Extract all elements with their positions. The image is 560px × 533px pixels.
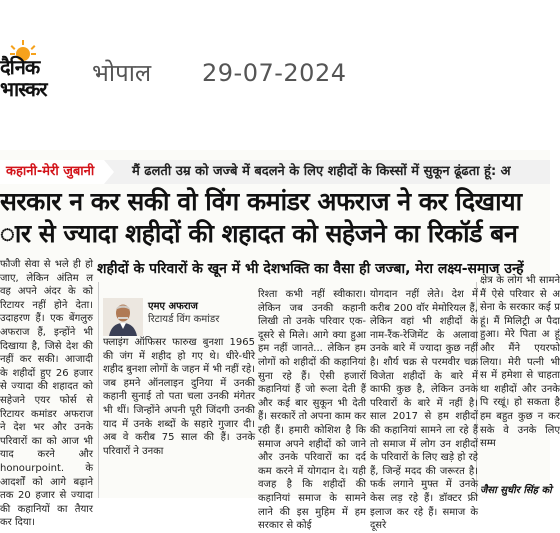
author-portrait-icon [103,298,143,336]
article-column-4 [370,288,478,532]
column-3-text: रिश्ता कभी नहीं स्वीकारा। लेकिन जब उनकी कहानी लिखी तो उनके परिवार एक-दूसरे से मिले। आगे क्या हुआ हम नहीं जानते... लेकिन हम लोगों को शहीदों की कहानियां सुना रहे हैं। ऐसी हजारों कहानियां हैं जो रूला देती हैं और कई बार सुकून भी देती हैं। सरकारें तो अपना काम कर रही हैं। हमारी कोशिश है कि समाज अपने शहीदों को जाने और उनके परिवारों का दर्द कम करने में योगदान दे। यही वजह है कि शहीदों की कहानियां समाज के सामने लाने की इस मुहिम में हम सरकार से कोई [258,289,366,532]
photo-caption: जैसा सुधीर सिंह को [480,485,552,496]
article-column-3 [258,288,366,532]
author-portrait [103,298,143,336]
column-divider [98,282,99,498]
logo-text-bhaskar: भास्कर [0,77,47,101]
series-tag: कहानी-मेरी जुबानी [0,160,104,184]
byline-name: एमए अफराज [148,301,198,312]
article-column-1 [0,258,93,529]
edition-city: भोपाल [92,59,152,87]
headline-line-2: ार से ज्यादा शहीदों की शहादत को सहेजने का रिकॉर्ड बन [0,219,518,248]
column-1-text: फौजी सेवा से भले ही हो जाए, लेकिन अंतिम ल वह अपने अंदर के को रिटायर नहीं होने देता। उदाहरण हैं। एक बेंगलुरु अफराज हैं, इन्होंने भी दिखाया है, जिसे देश की नहीं कर सकी। आजादी के शहीदों हुए 26 हजार से ज्यादा की शहादत को सहेजने एयर फोर्स से रिटायर कमांडर अफराज ने देश भर और उनके परिवारों का को आज भी याद करने और honourpoint. के आदर्शों को आगे बढ़ाने तक 20 हजार से ज्यादा की कहानियों का तैयार कर दिया। [0,259,93,529]
byline-role: रिटायर्ड विंग कमांडर [148,314,220,325]
edition-date: 29-07-2024 [202,59,347,87]
headline-line-1: सरकार न कर सकी वो विंग कमांडर अफराज ने कर दिखाया [0,187,522,216]
subheadline: शहीदों के परिवारों के खून में भी देशभक्ति का वैसा ही जज्बा, मेरा लक्ष्य-समाज उन्हें [97,261,524,277]
article-column-2 [103,336,255,498]
series-strapline: मैं ढलती उम्र को जज्बे में बदलने के लिए शहीदों के किस्सों में सुकून ढूंढता हूं: अ [132,164,511,179]
column-5-text: क्षेत्र के लोग भी सामने मैं ऐसे परिवार से अ सेना के सरकार कई प्र हूं। मैं मिलिट्री अ पैदा हुआ। मेरे पिता अ हूं और मैंने एयरफो लिया। मेरी पत्नी भी स में हमेशा से चाहता था शहीदों और उनके पि रखूं। हो सकता है हम बहुत कुछ न कर सके वे उनके लिए सम्म [480,275,560,450]
column-4-text: योगदान नहीं लेते। देश में करीब 200 वॉर मेमोरियल हैं, लेकिन वहां भी शहीदों के नाम-रैंक-रेजिमेंट के अलावा उनके बारे में ज्यादा कुछ नहीं है। शौर्य चक्र से परमवीर चक्र विजेता शहीदों के बारे में काफी कुछ है, लेकिन उनके परिवारों के बारे में नहीं है। साल 2017 से हम शहीदों की कहानियां सामने ला रहे हैं तो समाज में लोग उन शहीदों के परिवारों के लिए खड़े हो रहे हैं, जिन्हें मदद की जरूरत है। फर्क लगाने मुफ्त में उनके केस लड़ रहे हैं। डॉक्टर फ्री इलाज कर रहे हैं। समाज के दूसरे [370,289,478,532]
column-2-text: फ्लाइंग ऑफिसर फारुख बुनशा 1965 की जंग में शहीद हो गए थे। धीरे-धीरे शहीद बुनशा लोगों के जहन में भी नहीं रहे। जब हमने ऑनलाइन दुनिया में उनकी कहानी सुनाई तो पता चला उनकी मंगेतर भी थीं। जिन्होंने अपनी पूरी जिंदगी उनकी याद में उनके शब्दों के सहारे गुजार दी। अब वे करीब 75 साल की हैं। उनके परिवारों ने उनका [103,337,255,457]
dainik-bhaskar-logo [0,40,72,102]
logo-text-dainik: दैनिक [0,55,40,79]
article-column-5 [480,274,560,498]
series-strip [0,160,550,184]
